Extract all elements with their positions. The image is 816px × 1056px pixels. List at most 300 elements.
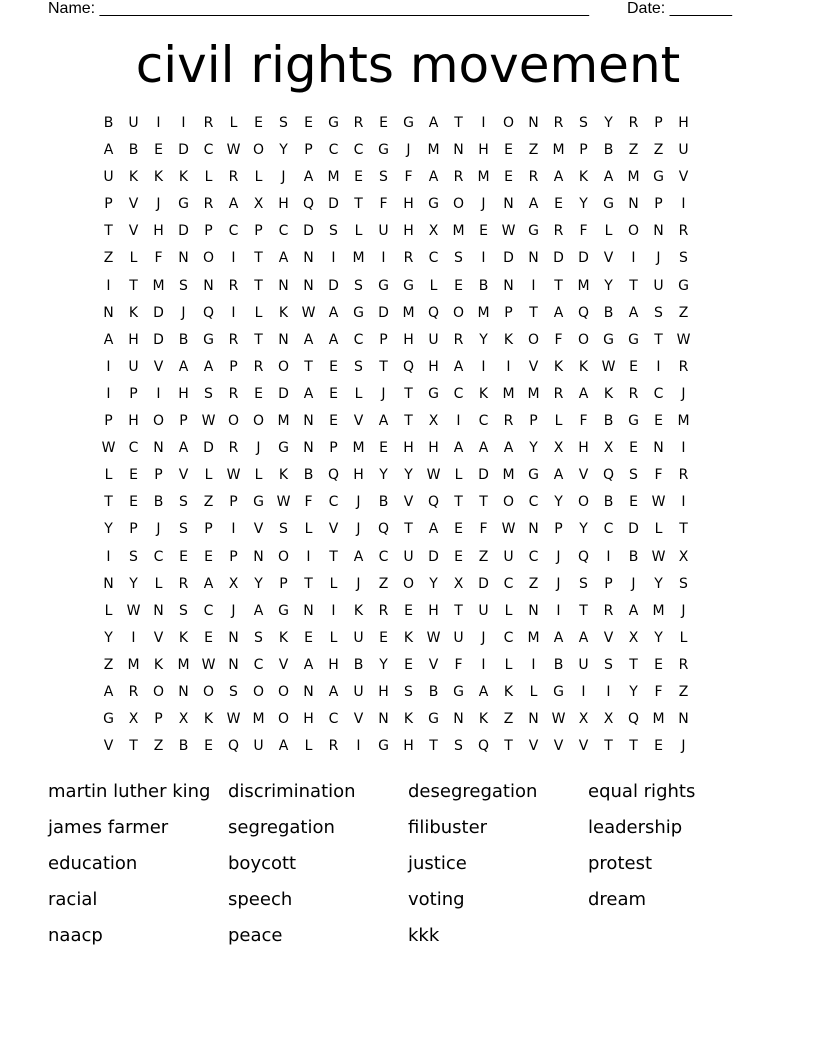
grid-letter: C	[603, 521, 614, 538]
grid-letter: A	[478, 440, 489, 457]
grid-letter: V	[678, 169, 689, 186]
word-row	[48, 920, 788, 956]
grid-letter: R	[503, 413, 514, 430]
grid-letter: N	[303, 413, 314, 430]
grid-letter: G	[628, 331, 639, 348]
grid-letter: X	[228, 575, 239, 592]
grid-letter: B	[603, 304, 614, 321]
grid-letter: X	[603, 711, 614, 728]
grid-letter: M	[452, 223, 465, 240]
grid-letter: J	[481, 196, 486, 213]
word-item: education	[48, 853, 138, 874]
grid-letter: T	[129, 738, 138, 755]
grid-letter: R	[678, 656, 689, 673]
grid-letter: P	[554, 521, 563, 538]
grid-letter: T	[104, 494, 113, 511]
grid-letter: R	[228, 385, 239, 402]
grid-letter: S	[279, 115, 288, 131]
grid-letter: J	[356, 494, 361, 511]
grid-letter: C	[328, 142, 339, 159]
grid-letter: V	[253, 521, 264, 538]
grid-letter: A	[553, 304, 564, 321]
grid-letter: E	[129, 494, 138, 511]
grid-letter: Y	[479, 331, 488, 348]
grid-letter: O	[252, 683, 265, 700]
grid-letter: E	[654, 738, 663, 755]
grid-letter: H	[428, 602, 439, 619]
grid-letter: H	[478, 142, 489, 159]
grid-letter: U	[678, 142, 689, 159]
grid-letter: M	[477, 169, 490, 186]
grid-letter: W	[201, 413, 216, 430]
grid-letter: O	[402, 575, 415, 592]
grid-row	[96, 733, 726, 760]
grid-letter: X	[128, 711, 139, 728]
grid-letter: E	[629, 494, 638, 511]
grid-row	[96, 706, 726, 733]
grid-letter: R	[378, 602, 389, 619]
grid-letter: J	[231, 602, 236, 619]
grid-letter: Q	[577, 548, 590, 565]
grid-letter: J	[406, 142, 411, 159]
grid-letter: V	[103, 738, 114, 755]
grid-letter: T	[529, 304, 538, 321]
grid-letter: D	[153, 304, 164, 321]
grid-letter: W	[501, 521, 516, 538]
grid-letter: Z	[678, 304, 689, 321]
grid-letter: Y	[629, 683, 638, 700]
grid-letter: Z	[528, 142, 539, 159]
grid-letter: J	[681, 602, 686, 619]
grid-letter: A	[303, 385, 314, 402]
grid-letter: B	[628, 548, 639, 565]
grid-letter: Z	[628, 142, 639, 159]
grid-letter: T	[254, 331, 263, 348]
grid-letter: Y	[579, 196, 588, 213]
grid-letter: S	[179, 277, 188, 294]
grid-letter: T	[354, 196, 363, 213]
grid-letter: M	[352, 440, 365, 457]
grid-letter: P	[604, 575, 613, 592]
grid-letter: B	[128, 142, 139, 159]
grid-letter: V	[353, 711, 364, 728]
grid-letter: E	[379, 440, 388, 457]
grid-letter: I	[156, 385, 161, 402]
grid-row	[96, 652, 726, 679]
grid-letter: I	[106, 548, 111, 565]
grid-letter: V	[178, 467, 189, 484]
grid-letter: A	[428, 169, 439, 186]
grid-letter: H	[403, 223, 414, 240]
grid-letter: M	[127, 656, 140, 673]
grid-letter: V	[428, 656, 439, 673]
word-row	[48, 812, 788, 848]
grid-letter: M	[352, 250, 365, 267]
grid-letter: K	[128, 169, 139, 186]
grid-letter: D	[178, 142, 189, 159]
grid-letter: I	[306, 548, 311, 565]
grid-letter: G	[528, 223, 539, 240]
grid-letter: N	[528, 602, 539, 619]
grid-letter: J	[681, 385, 686, 402]
grid-letter: G	[203, 331, 214, 348]
grid-row	[96, 191, 726, 218]
word-row	[48, 884, 788, 920]
grid-letter: J	[281, 169, 286, 186]
grid-letter: G	[253, 494, 264, 511]
grid-letter: O	[502, 494, 515, 511]
grid-letter: Y	[654, 629, 663, 646]
grid-row	[96, 354, 726, 381]
grid-letter: L	[654, 521, 663, 538]
grid-letter: E	[329, 385, 338, 402]
grid-letter: N	[153, 440, 164, 457]
grid-letter: L	[104, 467, 113, 484]
grid-letter: R	[453, 169, 464, 186]
grid-letter: R	[253, 358, 264, 375]
grid-letter: V	[578, 467, 589, 484]
grid-letter: N	[303, 683, 314, 700]
page-title: civil rights movement	[135, 36, 681, 94]
grid-letter: Q	[427, 494, 440, 511]
grid-letter: W	[426, 467, 441, 484]
grid-letter: R	[553, 115, 564, 131]
grid-letter: T	[404, 413, 413, 430]
grid-letter: A	[528, 196, 539, 213]
grid-letter: N	[528, 711, 539, 728]
grid-letter: L	[504, 656, 513, 673]
grid-letter: P	[504, 304, 513, 321]
grid-letter: E	[404, 602, 413, 619]
word-item: boycott	[228, 853, 297, 874]
grid-letter: A	[428, 521, 439, 538]
grid-letter: R	[203, 196, 214, 213]
grid-letter: W	[301, 304, 316, 321]
grid-letter: H	[578, 440, 589, 457]
grid-letter: C	[503, 629, 514, 646]
grid-letter: O	[277, 683, 290, 700]
grid-letter: H	[403, 440, 414, 457]
grid-letter: N	[528, 115, 539, 131]
grid-letter: W	[426, 629, 441, 646]
grid-letter: E	[654, 656, 663, 673]
grid-letter: T	[404, 385, 413, 402]
grid-row	[96, 273, 726, 300]
grid-letter: R	[678, 223, 689, 240]
grid-letter: R	[328, 738, 339, 755]
grid-letter: C	[153, 548, 164, 565]
word-row	[48, 776, 788, 812]
grid-letter: S	[179, 521, 188, 538]
grid-letter: K	[403, 711, 414, 728]
grid-row	[96, 679, 726, 706]
word-item: justice	[408, 853, 467, 874]
grid-letter: R	[128, 683, 139, 700]
grid-letter: Q	[577, 304, 590, 321]
grid-letter: G	[428, 196, 439, 213]
grid-letter: G	[428, 711, 439, 728]
grid-letter: E	[404, 656, 413, 673]
grid-letter: Q	[402, 358, 415, 375]
grid-letter: F	[304, 494, 313, 511]
grid-letter: M	[652, 711, 665, 728]
grid-letter: T	[629, 277, 638, 294]
grid-letter: Z	[153, 738, 164, 755]
grid-letter: S	[379, 169, 388, 186]
grid-letter: V	[328, 521, 339, 538]
grid-letter: C	[453, 385, 464, 402]
grid-letter: L	[304, 738, 313, 755]
grid-letter: S	[579, 115, 588, 131]
grid-letter: D	[328, 196, 339, 213]
word-item: speech	[228, 889, 293, 910]
grid-letter: P	[179, 413, 188, 430]
grid-letter: T	[304, 575, 313, 592]
grid-letter: O	[252, 413, 265, 430]
grid-letter: K	[603, 385, 614, 402]
grid-letter: D	[203, 440, 214, 457]
grid-letter: L	[454, 467, 463, 484]
grid-letter: P	[529, 413, 538, 430]
grid-letter: W	[201, 656, 216, 673]
grid-letter: C	[353, 331, 364, 348]
grid-letter: N	[278, 331, 289, 348]
grid-letter: L	[604, 223, 613, 240]
grid-letter: I	[481, 250, 486, 267]
grid-letter: N	[103, 304, 114, 321]
grid-letter: R	[228, 440, 239, 457]
grid-letter: V	[578, 738, 589, 755]
grid-letter: H	[153, 223, 164, 240]
word-item: discrimination	[228, 781, 356, 802]
header	[0, 0, 816, 22]
grid-letter: O	[577, 331, 590, 348]
grid-letter: V	[403, 494, 414, 511]
grid-letter: W	[551, 711, 566, 728]
letter-grid	[96, 110, 726, 762]
grid-letter: E	[454, 521, 463, 538]
grid-letter: S	[679, 575, 688, 592]
grid-letter: T	[379, 358, 388, 375]
grid-row	[96, 408, 726, 435]
grid-row	[96, 544, 726, 571]
grid-letter: P	[654, 196, 663, 213]
grid-letter: A	[303, 169, 314, 186]
grid-letter: D	[278, 385, 289, 402]
grid-letter: U	[128, 115, 139, 131]
grid-letter: B	[153, 494, 164, 511]
grid-letter: P	[154, 467, 163, 484]
grid-letter: D	[378, 304, 389, 321]
grid-letter: A	[378, 413, 389, 430]
grid-letter: X	[453, 575, 464, 592]
grid-letter: U	[253, 738, 264, 755]
grid-letter: K	[578, 358, 589, 375]
grid-letter: L	[304, 521, 313, 538]
grid-letter: X	[603, 440, 614, 457]
grid-letter: A	[353, 548, 364, 565]
grid-letter: I	[331, 602, 336, 619]
grid-letter: G	[403, 277, 414, 294]
grid-letter: I	[531, 656, 536, 673]
grid-letter: L	[204, 169, 213, 186]
grid-letter: K	[128, 304, 139, 321]
grid-letter: S	[179, 602, 188, 619]
grid-letter: T	[304, 358, 313, 375]
grid-letter: W	[601, 358, 616, 375]
grid-letter: J	[356, 521, 361, 538]
grid-letter: B	[103, 115, 114, 131]
grid-letter: O	[277, 548, 290, 565]
grid-letter: E	[129, 467, 138, 484]
grid-letter: C	[503, 575, 514, 592]
grid-letter: B	[553, 656, 564, 673]
grid-letter: T	[104, 223, 113, 240]
grid-letter: A	[178, 440, 189, 457]
grid-letter: F	[579, 223, 588, 240]
grid-letter: O	[577, 494, 590, 511]
grid-letter: T	[254, 277, 263, 294]
grid-letter: A	[328, 331, 339, 348]
grid-letter: I	[481, 115, 486, 131]
grid-letter: Y	[104, 521, 113, 538]
grid-letter: S	[129, 548, 138, 565]
grid-letter: N	[303, 602, 314, 619]
grid-letter: P	[154, 711, 163, 728]
grid-letter: G	[378, 142, 389, 159]
grid-letter: P	[129, 521, 138, 538]
grid-letter: E	[354, 169, 363, 186]
grid-letter: K	[178, 169, 189, 186]
grid-letter: L	[129, 250, 138, 267]
grid-letter: R	[678, 467, 689, 484]
grid-letter: T	[454, 494, 463, 511]
grid-letter: O	[152, 683, 165, 700]
grid-letter: G	[453, 683, 464, 700]
grid-letter: T	[554, 277, 563, 294]
grid-letter: P	[379, 331, 388, 348]
grid-letter: L	[429, 277, 438, 294]
grid-letter: Z	[528, 575, 539, 592]
grid-letter: F	[479, 521, 488, 538]
grid-letter: I	[631, 250, 636, 267]
grid-letter: G	[278, 602, 289, 619]
grid-letter: O	[252, 142, 265, 159]
grid-letter: T	[654, 331, 663, 348]
grid-letter: S	[254, 629, 263, 646]
grid-letter: A	[503, 440, 514, 457]
grid-letter: A	[428, 115, 439, 131]
grid-letter: Q	[627, 711, 640, 728]
grid-letter: A	[478, 683, 489, 700]
grid-letter: M	[152, 277, 165, 294]
grid-letter: F	[154, 250, 163, 267]
grid-letter: S	[229, 683, 238, 700]
grid-letter: R	[228, 331, 239, 348]
grid-letter: M	[427, 142, 440, 159]
grid-letter: H	[328, 656, 339, 673]
grid-letter: T	[504, 738, 513, 755]
grid-letter: P	[654, 115, 663, 131]
grid-letter: K	[578, 169, 589, 186]
grid-letter: E	[254, 115, 263, 131]
grid-letter: E	[454, 277, 463, 294]
grid-letter: P	[304, 142, 313, 159]
grid-letter: S	[679, 250, 688, 267]
grid-letter: W	[651, 494, 666, 511]
grid-letter: W	[651, 548, 666, 565]
grid-letter: C	[278, 223, 289, 240]
grid-letter: V	[128, 223, 139, 240]
grid-letter: K	[503, 331, 514, 348]
grid-letter: N	[303, 250, 314, 267]
grid-letter: E	[629, 358, 638, 375]
grid-letter: M	[252, 711, 265, 728]
grid-letter: L	[554, 413, 563, 430]
grid-letter: T	[629, 656, 638, 673]
grid-letter: S	[179, 494, 188, 511]
grid-letter: L	[329, 575, 338, 592]
grid-letter: N	[203, 277, 214, 294]
grid-letter: U	[453, 629, 464, 646]
grid-letter: P	[229, 494, 238, 511]
grid-row	[96, 516, 726, 543]
grid-letter: N	[278, 277, 289, 294]
grid-letter: N	[628, 196, 639, 213]
grid-letter: A	[278, 250, 289, 267]
grid-letter: N	[153, 602, 164, 619]
grid-letter: Y	[129, 575, 138, 592]
grid-letter: M	[327, 169, 340, 186]
word-item: equal rights	[588, 781, 696, 802]
grid-letter: B	[178, 331, 189, 348]
grid-letter: B	[303, 467, 314, 484]
grid-letter: H	[403, 738, 414, 755]
grid-row	[96, 245, 726, 272]
grid-letter: A	[628, 304, 639, 321]
grid-letter: M	[552, 142, 565, 159]
grid-letter: M	[277, 413, 290, 430]
grid-letter: I	[331, 250, 336, 267]
word-bank	[48, 776, 788, 956]
grid-letter: P	[229, 548, 238, 565]
grid-letter: S	[354, 358, 363, 375]
grid-letter: G	[403, 115, 414, 131]
grid-letter: E	[379, 115, 388, 131]
grid-letter: S	[404, 683, 413, 700]
grid-letter: O	[502, 115, 515, 131]
grid-letter: X	[678, 548, 689, 565]
grid-letter: Q	[202, 304, 215, 321]
grid-letter: L	[154, 575, 163, 592]
grid-letter: V	[153, 358, 164, 375]
grid-letter: F	[654, 467, 663, 484]
grid-letter: Z	[653, 142, 664, 159]
grid-letter: G	[603, 196, 614, 213]
grid-letter: J	[156, 196, 161, 213]
grid-letter: Q	[427, 304, 440, 321]
grid-letter: U	[353, 683, 364, 700]
grid-letter: H	[353, 467, 364, 484]
grid-letter: F	[579, 413, 588, 430]
grid-letter: J	[481, 629, 486, 646]
grid-letter: T	[129, 277, 138, 294]
grid-letter: W	[126, 602, 141, 619]
grid-letter: M	[577, 277, 590, 294]
grid-letter: M	[477, 304, 490, 321]
grid-letter: N	[528, 250, 539, 267]
grid-letter: Y	[379, 467, 388, 484]
